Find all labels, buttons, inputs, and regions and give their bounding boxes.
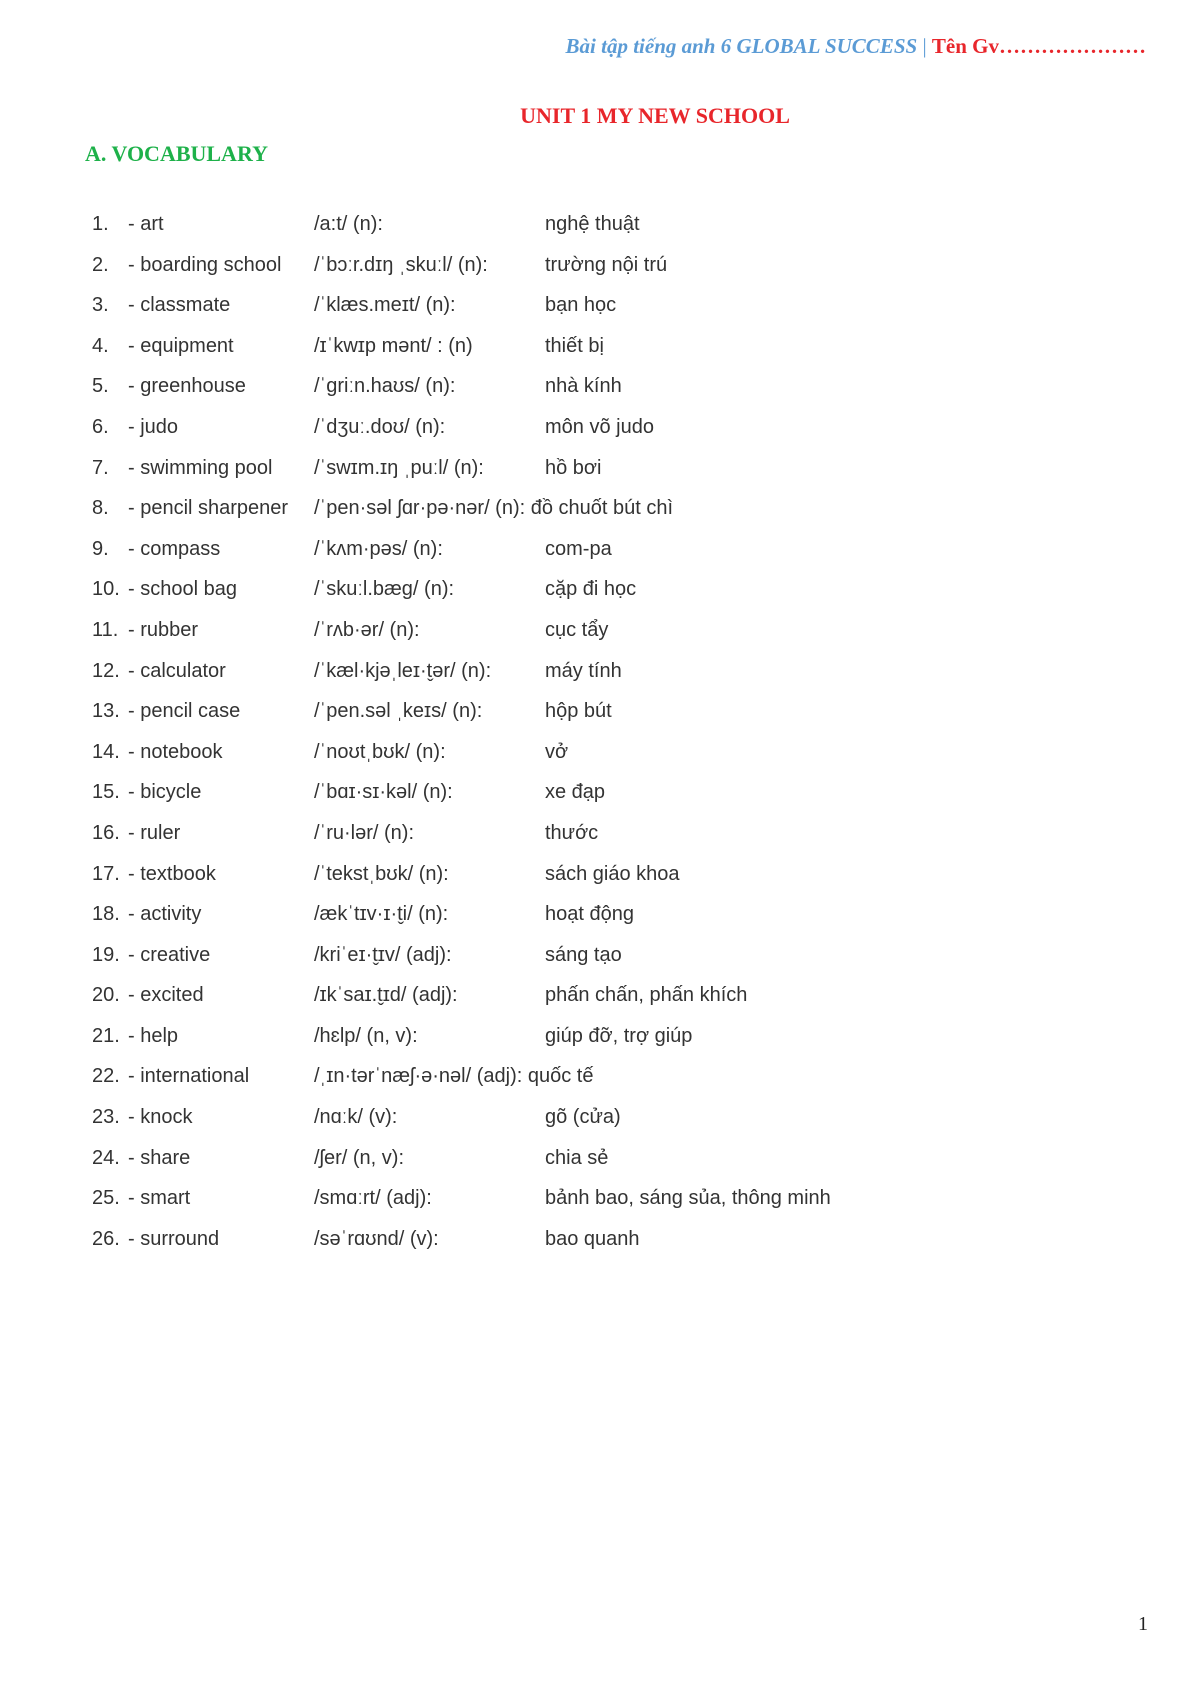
vocab-pronunciation: /ˌɪn·tərˈnæʃ·ə·nəl/ (adj): quốc tế xyxy=(314,1065,594,1088)
vocab-row xyxy=(92,375,1092,416)
vocab-word: - smart xyxy=(128,1187,191,1210)
vocab-number: 6. xyxy=(92,415,109,438)
vocab-number: 21. xyxy=(92,1024,120,1047)
vocab-word: - pencil sharpener xyxy=(128,497,289,520)
vocab-number: 13. xyxy=(92,700,120,723)
vocab-row xyxy=(92,903,1092,944)
vocab-number: 23. xyxy=(92,1106,120,1129)
vocab-number: 3. xyxy=(92,294,109,317)
vocab-number: 12. xyxy=(92,659,120,682)
vocab-meaning: máy tính xyxy=(545,659,622,682)
vocab-meaning: môn võ judo xyxy=(545,415,654,438)
page-header xyxy=(566,34,1146,59)
vocab-row xyxy=(92,944,1092,985)
vocab-meaning: trường nội trú xyxy=(545,253,668,276)
vocab-meaning: thước xyxy=(545,821,599,844)
vocab-pronunciation: /nɑːk/ (v): xyxy=(314,1106,398,1129)
vocab-number: 16. xyxy=(92,821,120,844)
vocab-row xyxy=(92,294,1092,335)
vocab-meaning: hồ bơi xyxy=(545,456,602,479)
vocab-number: 1. xyxy=(92,213,109,235)
vocab-number: 7. xyxy=(92,456,109,479)
vocab-row xyxy=(92,497,1092,538)
vocab-meaning: hộp bút xyxy=(545,700,612,723)
vocab-number: 10. xyxy=(92,578,120,601)
vocab-row xyxy=(92,416,1092,457)
vocab-word: - judo xyxy=(128,415,179,438)
vocab-row xyxy=(92,1228,1092,1269)
vocab-number: 20. xyxy=(92,984,120,1007)
vocab-number: 18. xyxy=(92,903,120,926)
vocab-word: - excited xyxy=(128,984,204,1007)
vocab-number: 14. xyxy=(92,740,120,763)
vocab-pronunciation: /ˈkæl·kjəˌleɪ·t̬ər/ (n): xyxy=(314,659,492,682)
vocab-number: 24. xyxy=(92,1146,120,1169)
vocab-pronunciation: /a:t/ (n): xyxy=(314,213,383,235)
vocab-number: 25. xyxy=(92,1187,120,1210)
vocab-word: - textbook xyxy=(128,862,216,885)
vocab-meaning: cục tẩy xyxy=(545,618,609,641)
vocab-word: - share xyxy=(128,1146,191,1169)
vocab-pronunciation: /ˈdʒuː.doʊ/ (n): xyxy=(314,415,446,438)
vocab-row xyxy=(92,741,1092,782)
vocab-row xyxy=(92,254,1092,295)
vocab-word: - swimming pool xyxy=(128,456,273,479)
vocab-pronunciation: /smɑːrt/ (adj): xyxy=(314,1187,432,1210)
vocab-row xyxy=(92,660,1092,701)
vocab-row xyxy=(92,1065,1092,1106)
vocab-row xyxy=(92,335,1092,376)
vocab-pronunciation: /ækˈtɪv·ɪ·t̬i/ (n): xyxy=(314,903,449,926)
vocab-meaning: bạn học xyxy=(545,294,617,317)
vocabulary-list xyxy=(92,213,1092,1268)
vocab-pronunciation: /ˈnoʊtˌbʊk/ (n): xyxy=(314,740,446,763)
vocab-row xyxy=(92,1187,1092,1228)
vocab-word: - rubber xyxy=(128,618,199,641)
vocab-number: 5. xyxy=(92,375,109,398)
vocab-row xyxy=(92,457,1092,498)
vocab-word: - school bag xyxy=(128,578,237,601)
vocab-number: 8. xyxy=(92,497,109,520)
vocab-meaning: gõ (cửa) xyxy=(545,1106,621,1129)
vocab-meaning: cặp đi học xyxy=(545,578,637,601)
vocab-number: 19. xyxy=(92,943,120,966)
vocab-row xyxy=(92,213,1092,254)
vocab-pronunciation: /ɪkˈsaɪ.t̬ɪd/ (adj): xyxy=(314,984,458,1007)
vocab-meaning: bao quanh xyxy=(545,1227,640,1250)
vocab-pronunciation: /ˈɡriːn.haʊs/ (n): xyxy=(314,375,456,398)
vocab-pronunciation: /hɛlp/ (n, v): xyxy=(314,1024,418,1047)
vocab-pronunciation: /ˈbɑɪ·sɪ·kəl/ (n): xyxy=(314,781,453,804)
page-number: 1 xyxy=(1138,1613,1148,1635)
vocab-word: - help xyxy=(128,1024,179,1047)
vocab-row xyxy=(92,538,1092,579)
vocab-pronunciation: /ɪˈkwɪp mənt/ : (n) xyxy=(314,334,473,357)
vocab-word: - bicycle xyxy=(128,781,202,804)
vocab-word: - creative xyxy=(128,943,211,966)
vocab-row xyxy=(92,578,1092,619)
vocab-word: - art xyxy=(128,213,164,235)
vocab-word: - greenhouse xyxy=(128,375,246,398)
vocab-row xyxy=(92,619,1092,660)
vocab-word: - calculator xyxy=(128,659,226,682)
vocab-meaning: giúp đỡ, trợ giúp xyxy=(545,1024,693,1047)
vocab-number: 11. xyxy=(92,618,119,641)
vocab-pronunciation: /ˈpen·səl ʃɑr·pə·nər/ (n): đồ chuốt bút chì xyxy=(314,497,674,520)
vocab-word: - pencil case xyxy=(128,700,241,723)
vocab-number: 26. xyxy=(92,1227,120,1250)
vocab-meaning: hoạt động xyxy=(545,903,634,926)
vocab-row xyxy=(92,1025,1092,1066)
vocab-meaning: sáng tạo xyxy=(545,943,622,966)
vocab-pronunciation: /ˈklæs.meɪt/ (n): xyxy=(314,294,456,317)
vocab-pronunciation: /ˈtekstˌbʊk/ (n): xyxy=(314,862,449,885)
vocab-pronunciation: /kriˈeɪ·t̬ɪv/ (adj): xyxy=(314,943,452,966)
vocab-pronunciation: /ˈpen.səl ˌkeɪs/ (n): xyxy=(314,700,483,723)
header-teacher: Tên Gv………………… xyxy=(931,34,1146,58)
vocab-pronunciation: /ˈskuːl.bæɡ/ (n): xyxy=(314,578,455,601)
vocab-number: 17. xyxy=(92,862,120,885)
vocab-meaning: thiết bị xyxy=(545,334,604,357)
vocab-row xyxy=(92,1147,1092,1188)
vocab-word: - equipment xyxy=(128,334,234,357)
vocab-meaning: bảnh bao, sáng sủa, thông minh xyxy=(545,1187,831,1210)
section-heading: A. VOCABULARY xyxy=(85,141,268,166)
vocab-row xyxy=(92,863,1092,904)
vocab-pronunciation: /ˈru·lər/ (n): xyxy=(314,821,414,844)
vocab-word: - ruler xyxy=(128,821,181,844)
vocab-meaning: phấn chấn, phấn khích xyxy=(545,984,748,1007)
unit-title: UNIT 1 MY NEW SCHOOL xyxy=(520,103,790,128)
vocab-pronunciation: /ʃer/ (n, v): xyxy=(314,1146,405,1169)
vocab-word: - international xyxy=(128,1065,250,1088)
vocab-word: - notebook xyxy=(128,740,223,763)
vocab-pronunciation: /ˈswɪm.ɪŋ ˌpuːl/ (n): xyxy=(314,456,484,479)
vocab-meaning: nghệ thuật xyxy=(545,213,640,235)
header-separator: | xyxy=(917,34,932,58)
vocab-row xyxy=(92,700,1092,741)
vocab-row xyxy=(92,984,1092,1025)
vocab-row xyxy=(92,822,1092,863)
vocab-number: 22. xyxy=(92,1065,120,1088)
vocab-meaning: chia sẻ xyxy=(545,1146,609,1169)
vocab-word: - activity xyxy=(128,903,202,926)
vocab-word: - classmate xyxy=(128,294,231,317)
vocab-pronunciation: /səˈrɑʊnd/ (v): xyxy=(314,1227,439,1250)
vocab-meaning: sách giáo khoa xyxy=(545,862,680,885)
vocab-pronunciation: /ˈrʌb·ər/ (n): xyxy=(314,618,420,641)
vocab-word: - boarding school xyxy=(128,253,282,276)
vocab-pronunciation: /ˈbɔːr.dɪŋ ˌskuːl/ (n): xyxy=(314,253,488,276)
vocab-word: - knock xyxy=(128,1106,193,1129)
vocab-word: - compass xyxy=(128,537,221,560)
vocab-number: 15. xyxy=(92,781,120,804)
vocab-number: 2. xyxy=(92,253,109,276)
vocab-pronunciation: /ˈkʌm·pəs/ (n): xyxy=(314,537,443,560)
vocab-row xyxy=(92,1106,1092,1147)
header-subject: Bài tập tiếng anh 6 GLOBAL SUCCESS xyxy=(565,34,918,58)
vocab-number: 9. xyxy=(92,537,109,560)
vocab-meaning: nhà kính xyxy=(545,375,622,398)
vocab-number: 4. xyxy=(92,334,109,357)
vocab-meaning: vở xyxy=(545,740,569,763)
vocab-meaning: com-pa xyxy=(545,537,612,560)
vocab-word: - surround xyxy=(128,1227,220,1250)
vocab-row xyxy=(92,781,1092,822)
vocab-meaning: xe đạp xyxy=(545,781,606,804)
